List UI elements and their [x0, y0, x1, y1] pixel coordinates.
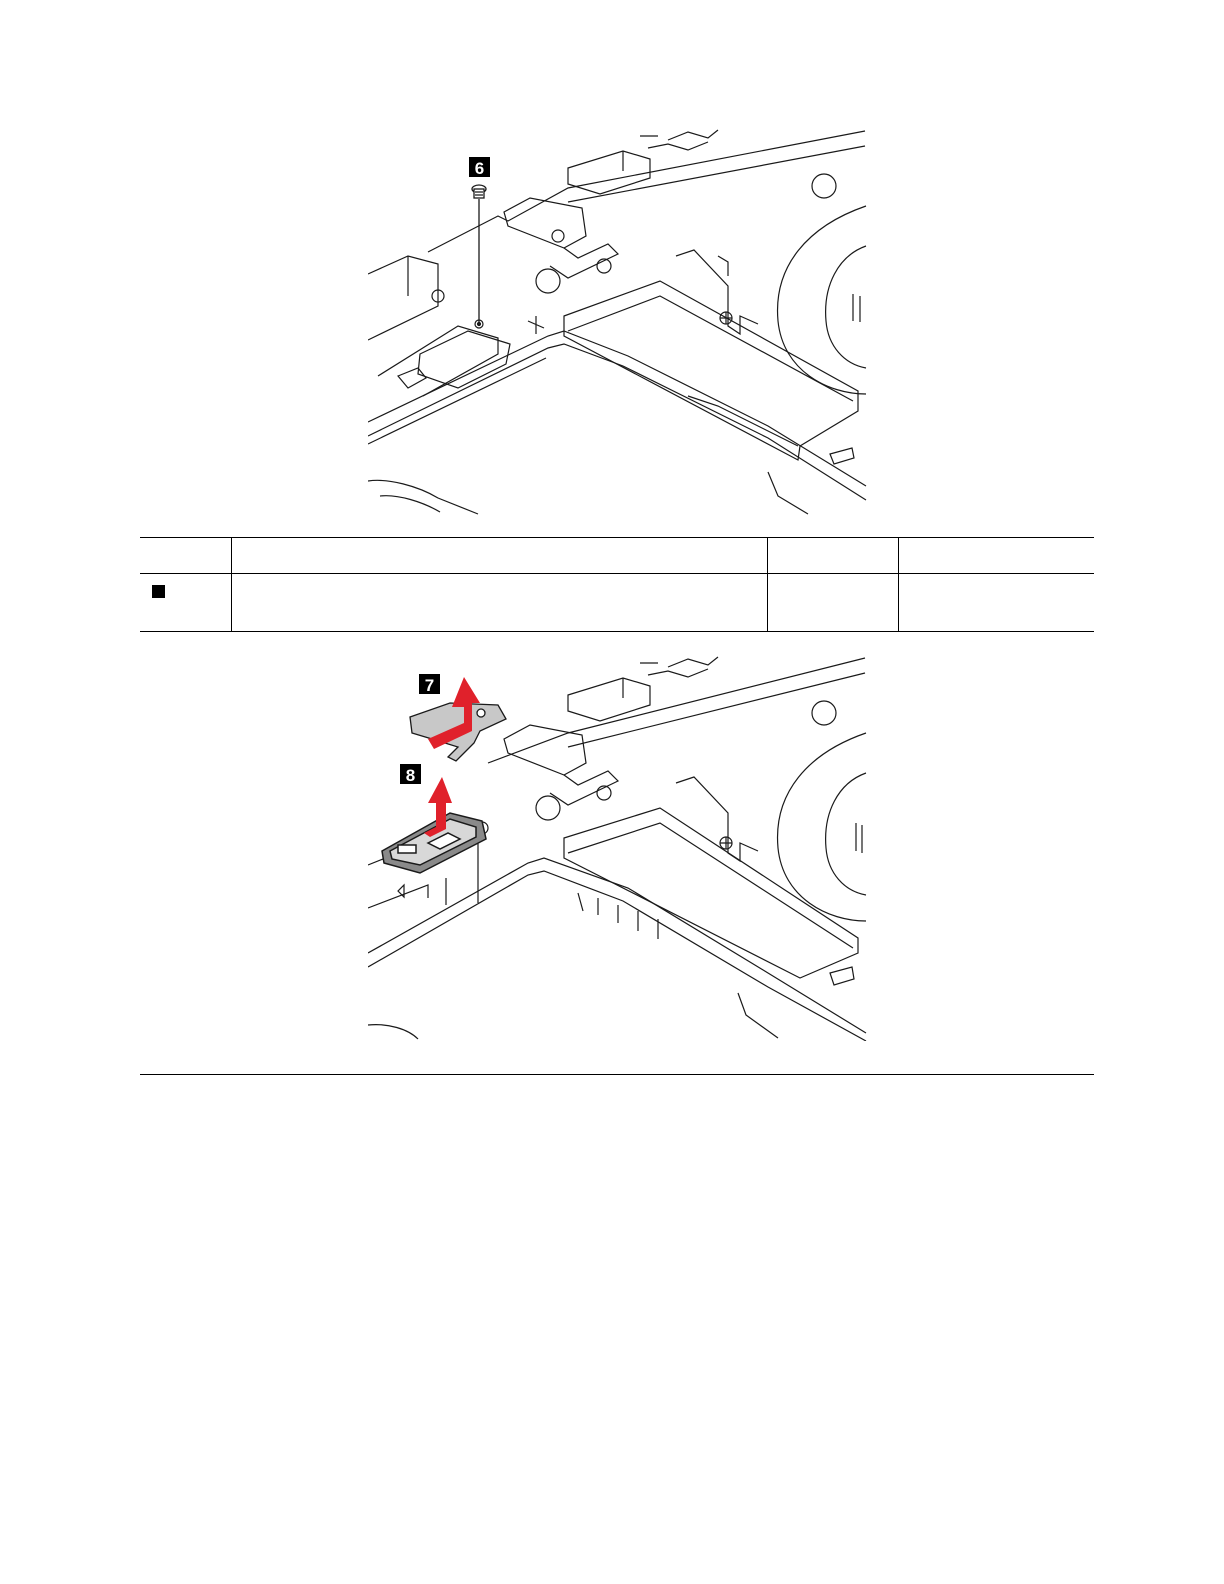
illustration-remove-screw	[368, 126, 867, 516]
section-divider	[140, 1074, 1094, 1075]
black-square-icon	[152, 585, 165, 598]
table-cell-marker	[140, 574, 232, 632]
table-header-cell	[768, 538, 899, 574]
step-7-badge: 7	[424, 676, 435, 695]
step-8-badge: 8	[405, 766, 416, 785]
table-cell	[899, 574, 1095, 632]
table-cell	[232, 574, 768, 632]
table-header-cell	[232, 538, 768, 574]
illustration-remove-bracket-and-card	[368, 653, 867, 1041]
specification-table	[140, 537, 1094, 632]
table-row	[140, 574, 1094, 632]
table-header-row	[140, 538, 1094, 574]
table-cell	[768, 574, 899, 632]
step-6-badge: 6	[474, 159, 485, 178]
table-header-cell	[140, 538, 232, 574]
table-header-cell	[899, 538, 1095, 574]
